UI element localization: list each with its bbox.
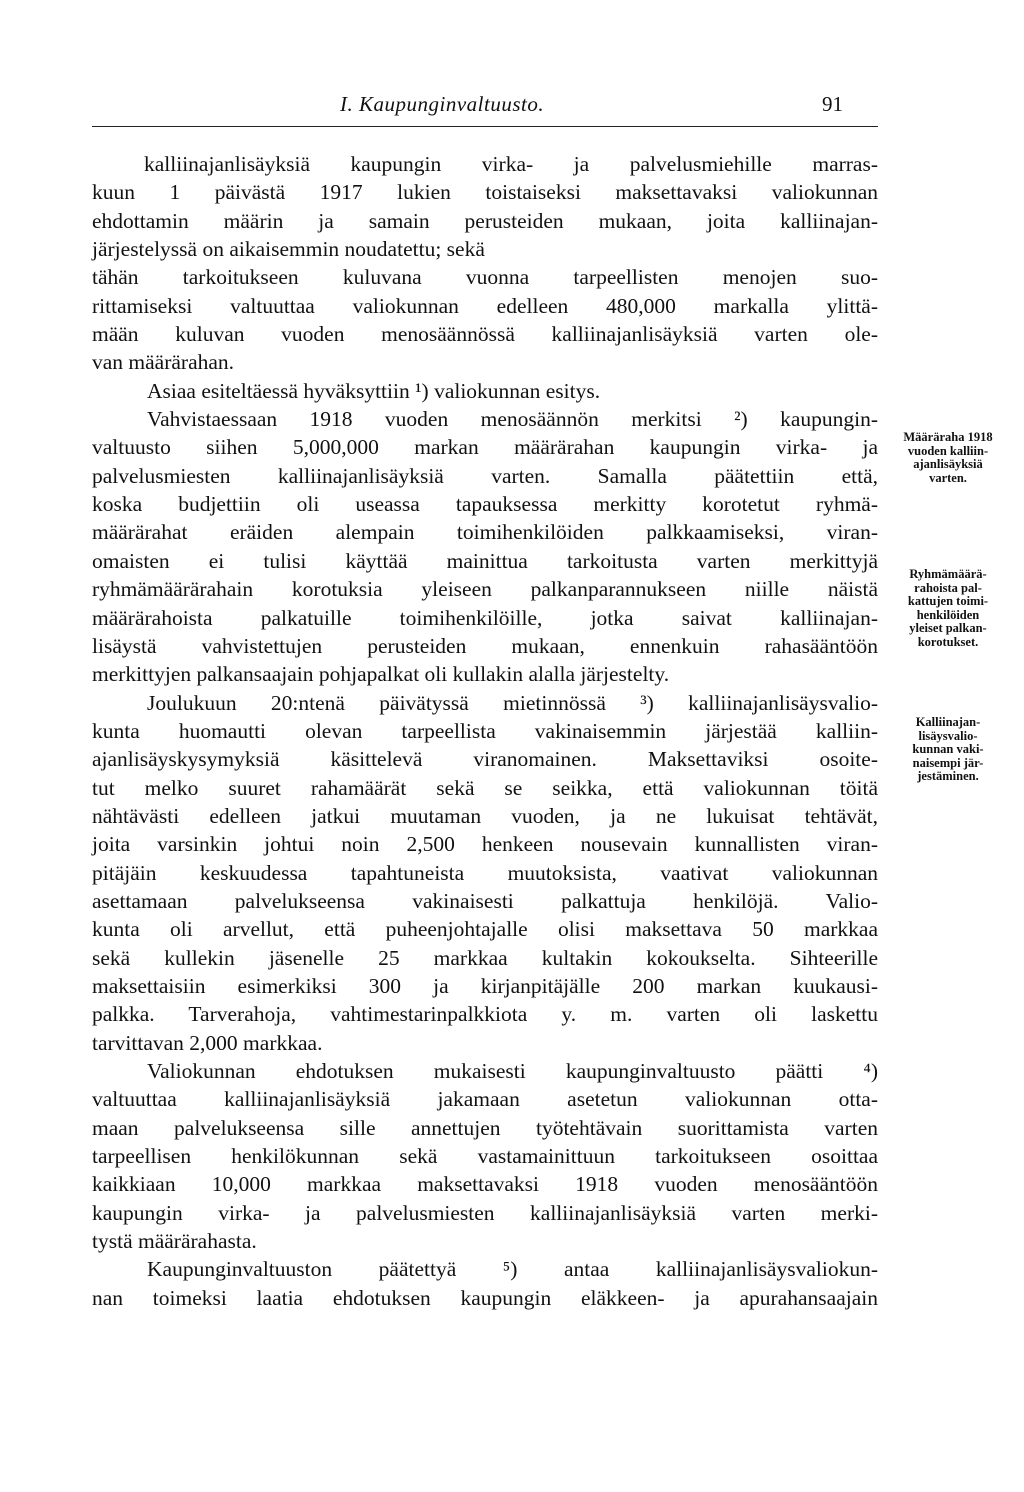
margin-note-group-appropriations — [883, 568, 1013, 649]
text-line: tystä määrärahasta. — [92, 1229, 257, 1254]
text-line: järjestelyssä on aikaisemmin noudatettu; sekä — [92, 237, 485, 262]
text-line: ehdottamin määrin ja samain perusteiden mukaan, joita kalliinajan- — [92, 208, 878, 233]
text-line: ajanlisäyskysymyksiä käsittelevä viranomainen. Maksettaviksi osoite- — [92, 747, 878, 772]
text-line: nähtävästi edelleen jatkui muutaman vuoden, ja ne lukuisat tehtävät, — [92, 803, 878, 828]
margin-note-line: henkilöiden — [916, 607, 980, 622]
margin-note-line: jestäminen. — [917, 769, 979, 783]
text-line: lisäystä vahvistettujen perusteiden mukaan, ennenkuin rahasääntöön — [92, 633, 878, 658]
text-line: tarpeellisen henkilökunnan sekä vastamainittuun tarkoitukseen osoittaa — [92, 1144, 878, 1169]
margin-note-line: korotukset. — [917, 634, 979, 649]
text-line: Asiaa esiteltäessä hyväksyttiin ¹) valiokunnan esitys. — [147, 378, 601, 403]
margin-note-line: yleiset palkan- — [909, 621, 987, 635]
page-header-title: I. Kaupunginvaltuusto. — [340, 92, 545, 116]
margin-note-line: varten. — [929, 470, 967, 485]
text-line: mään kuluvan vuoden menosäännössä kalliinajanlisäyksiä varten ole- — [92, 322, 878, 347]
margin-note-line: Kalliinajan- — [915, 715, 981, 729]
text-line: merkittyjen palkansaajain pohjapalkat oli kullakin alalla järjestelty. — [92, 662, 670, 687]
text-line: ryhmämäärärahain korotuksia yleiseen palkanparannukseen niille näistä — [92, 577, 878, 602]
text-line: pitäjäin keskuudessa tapahtuneista muutoksista, vaativat valiokunnan — [92, 860, 878, 885]
text-line: Kaupunginvaltuuston päätettyä ⁵) antaa kalliinajanlisäysvaliokun- — [147, 1257, 878, 1282]
text-line: määrärahoista palkatuille toimihenkilöille, jotka saivat kalliinajan- — [92, 605, 878, 630]
margin-note-line: lisäysvalio- — [918, 728, 978, 743]
margin-note-committee-organization — [883, 716, 1013, 784]
text-line: tähän tarkoitukseen kuluvana vuonna tarpeellisten menojen suo- — [92, 265, 878, 290]
text-line: kunta huomautti olevan tarpeellista vakinaisemmin järjestää kalliin- — [92, 718, 878, 743]
margin-note-line: naisempi jär- — [912, 755, 984, 770]
text-line: asettamaan palvelukseensa vakinaisesti palkattuja henkilöjä. Valio- — [92, 888, 878, 913]
text-line: tarvittavan 2,000 markkaa. — [92, 1030, 323, 1055]
margin-note-line: Määräraha 1918 — [903, 430, 993, 444]
text-line: omaisten ei tulisi käyttää mainittua tarkoitusta varten merkittyjä — [92, 548, 878, 573]
text-line: Joulukuun 20:ntenä päivätyssä mietinnössä ³) kalliinajanlisäysvalio- — [147, 690, 878, 715]
text-line: palvelusmiesten kalliinajanlisäyksiä varten. Samalla päätettiin että, — [92, 463, 878, 488]
text-line: kaikkiaan 10,000 markkaa maksettavaksi 1918 vuoden menosääntöön — [92, 1172, 878, 1197]
margin-note-line: rahoista pal- — [914, 580, 982, 595]
text-line: palkka. Tarverahoja, vahtimestarinpalkkiota y. m. varten oli laskettu — [92, 1002, 878, 1027]
margin-note-line: kunnan vaki- — [912, 742, 984, 756]
margin-note-line: kattujen toimi- — [907, 594, 989, 608]
text-line: Valiokunnan ehdotuksen mukaisesti kaupunginvaltuusto päätti ⁴) — [147, 1059, 878, 1083]
text-line: tut melko suuret rahamäärät sekä se seikka, että valiokunnan töitä — [92, 775, 878, 800]
text-line: sekä kullekin jäsenelle 25 markkaa kultakin kokoukselta. Sihteerille — [92, 945, 878, 970]
text-line: koska budjettiin oli useassa tapauksessa merkitty korotetut ryhmä- — [92, 492, 878, 517]
text-line: kuun 1 päivästä 1917 lukien toistaiseksi maksettavaksi valiokunnan — [92, 180, 878, 205]
margin-note-line: ajanlisäyksiä — [913, 457, 983, 471]
text-line: joita varsinkin johtui noin 2,500 henkeen nousevain kunnallisten viran- — [92, 832, 878, 857]
text-line: nan toimeksi laatia ehdotuksen kaupungin eläkkeen- ja apurahansaajain — [92, 1285, 878, 1310]
text-line: rittamiseksi valtuuttaa valiokunnan edelleen 480,000 markalla ylittä- — [92, 293, 878, 318]
text-line: maksettaisiin esimerkiksi 300 ja kirjanpitäjälle 200 markan kuukausi- — [92, 973, 878, 998]
text-line: maan palvelukseensa sille annettujen työtehtävain suorittamista varten — [92, 1115, 878, 1140]
text-line: kunta oli arvellut, että puheenjohtajalle olisi maksettava 50 markkaa — [92, 917, 878, 942]
text-line: kaupungin virka- ja palvelusmiesten kalliinajanlisäyksiä varten merki- — [92, 1200, 878, 1225]
page-number: 91 — [822, 92, 843, 116]
text-line: Vahvistaessaan 1918 vuoden menosäännön merkitsi ²) kaupungin- — [147, 407, 878, 432]
margin-note-line: vuoden kalliin- — [907, 443, 989, 458]
body-text — [92, 150, 878, 1312]
header-rule — [92, 126, 878, 127]
margin-note-appropriation-1918 — [883, 431, 1013, 485]
text-line: valtuuttaa kalliinajanlisäyksiä jakamaan asetetun valiokunnan otta- — [92, 1087, 878, 1112]
text-line: kalliinajanlisäyksiä kaupungin virka- ja palvelusmiehille marras- — [144, 152, 878, 176]
text-line: van määrärahan. — [92, 350, 235, 375]
text-line: valtuusto siihen 5,000,000 markan määrärahan kaupungin virka- ja — [92, 435, 878, 460]
text-line: määrärahat eräiden alempain toimihenkilöiden palkkaamiseksi, viran- — [92, 520, 878, 545]
margin-note-line: Ryhmämäärä- — [909, 567, 987, 581]
